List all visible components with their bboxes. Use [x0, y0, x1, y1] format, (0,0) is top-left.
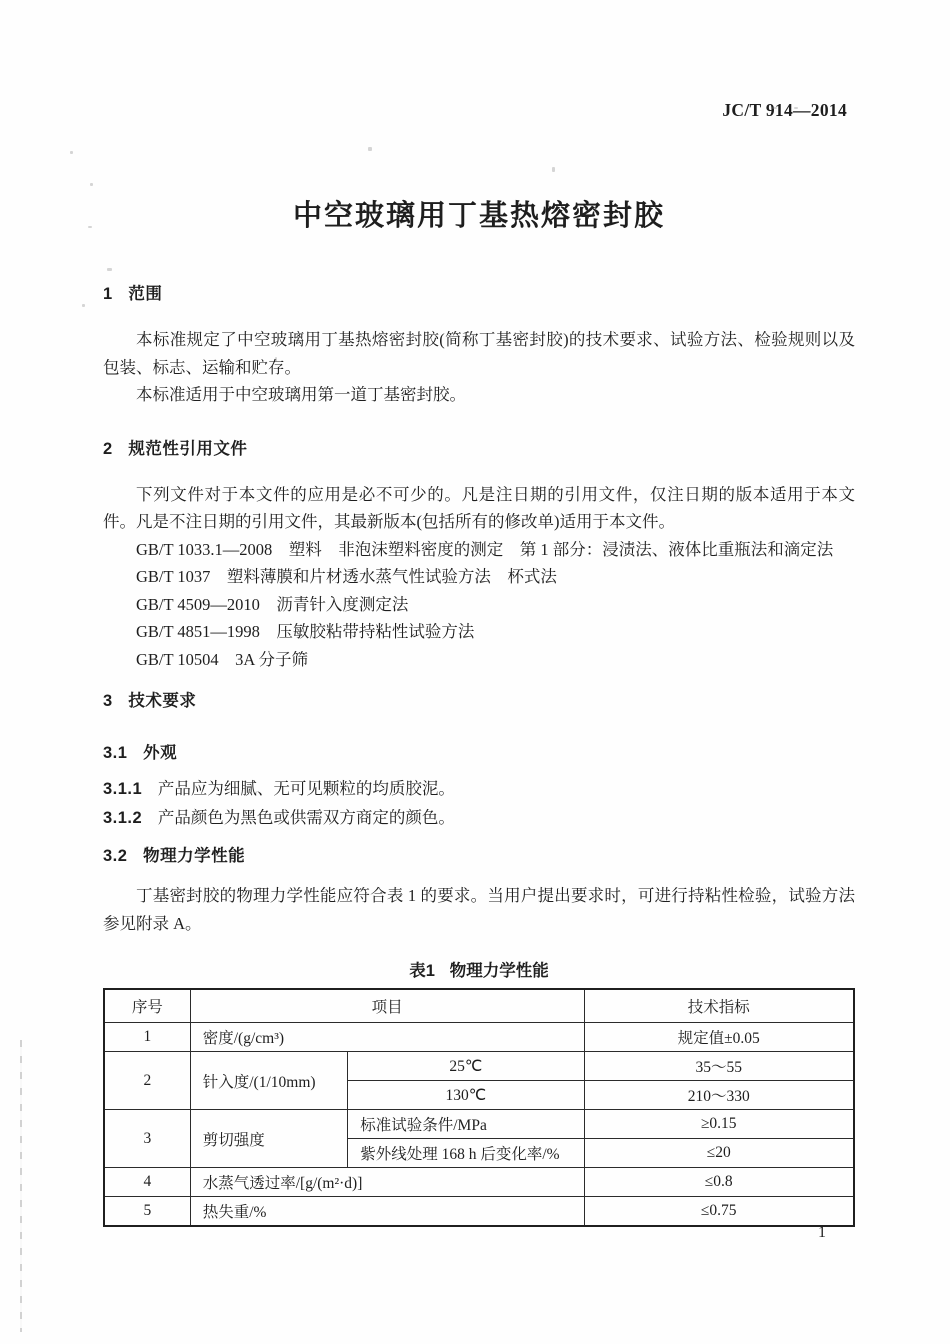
section-3-2-heading [103, 842, 855, 866]
standard-code: JC/T 914—2014 [722, 100, 847, 120]
row-3-spec-1: ≥0.15 [584, 1110, 854, 1139]
row-2-condition-2: 130℃ [348, 1081, 584, 1110]
row-4-seq: 4 [104, 1168, 190, 1197]
clause-3-1-1-number: 3.1.1 [103, 780, 143, 799]
section-1-heading [103, 280, 855, 304]
section-3-2-title: 物理力学性能 [143, 847, 246, 866]
row-4-item: 水蒸气透过率/[g/(m²·d)] [190, 1168, 584, 1197]
section-3-title: 技术要求 [128, 692, 197, 711]
scan-speck [90, 183, 93, 186]
clause-3-1-1-text: 产品应为细腻、无可见颗粒的均质胶泥。 [157, 779, 455, 799]
scan-speck [82, 304, 85, 307]
scan-speck [70, 151, 73, 154]
reference-item: GB/T 4509—2010 沥青针入度测定法 [136, 594, 409, 614]
row-5-seq: 5 [104, 1197, 190, 1227]
document-title: 中空玻璃用丁基热熔密封胶 [292, 200, 665, 232]
clause-3-1-2-number: 3.1.2 [103, 808, 143, 827]
page-number: 1 [818, 1224, 826, 1241]
row-2-condition-1: 25℃ [348, 1052, 584, 1081]
table-row [104, 1023, 854, 1052]
scan-speck [368, 147, 372, 151]
row-3-condition-2: 紫外线处理 168 h 后变化率/% [348, 1139, 584, 1168]
row-5-spec: ≤0.75 [584, 1197, 854, 1227]
section-2-title: 规范性引用文件 [128, 439, 248, 458]
table-row [104, 1110, 854, 1139]
section-3-1-title: 外观 [143, 744, 178, 763]
row-5-item: 热失重/% [190, 1197, 584, 1227]
reference-item: GB/T 1037 塑料薄膜和片材透水蒸气性试验方法 杯式法 [136, 567, 557, 587]
section-3-number: 3 [103, 692, 113, 711]
scan-speck [107, 268, 112, 271]
scan-speck [88, 226, 92, 228]
table-header-row [104, 989, 854, 1023]
row-2-seq: 2 [104, 1052, 190, 1110]
column-header-seq: 序号 [104, 989, 190, 1023]
clause-3-1-2-text: 产品颜色为黑色或供需双方商定的颜色。 [157, 807, 455, 827]
section-1-paragraph-2: 本标准适用于中空玻璃用第一道丁基密封胶。 [136, 385, 466, 404]
row-1-item: 密度/(g/cm³) [190, 1023, 584, 1052]
row-3-spec-2: ≤20 [584, 1139, 854, 1168]
scan-speck [794, 107, 798, 109]
table-1-caption [103, 957, 855, 981]
scan-artifact-line [20, 1040, 22, 1332]
section-3-1-number: 3.1 [103, 744, 128, 763]
section-3-2-number: 3.2 [103, 847, 128, 866]
row-3-item: 剪切强度 [190, 1110, 348, 1168]
section-2-heading [103, 435, 855, 459]
reference-item: GB/T 4851—1998 压敏胶粘带持粘性试验方法 [136, 622, 475, 642]
row-3-seq: 3 [104, 1110, 190, 1168]
column-header-spec: 技术指标 [584, 989, 854, 1023]
table-row [104, 1052, 854, 1081]
row-2-spec-2: 210～330 [584, 1081, 854, 1110]
reference-item: GB/T 1033.1—2008 塑料 非泡沫塑料密度的测定 第 1 部分：浸渍法、液体比重瓶法和滴定法 [136, 539, 834, 559]
table-1-caption-text: 物理力学性能 [449, 962, 549, 981]
section-3-2-paragraph: 丁基密封胶的物理力学性能应符合表 1 的要求。当用户提出要求时，可进行持粘性检验，试验方法参见附录 A。 [103, 886, 855, 933]
row-4-spec: ≤0.8 [584, 1168, 854, 1197]
section-1-title: 范围 [128, 285, 163, 303]
table-1-caption-label: 表1 [409, 962, 435, 981]
section-2-paragraph-1: 下列文件对于本文件的应用是必不可少的。凡是注日期的引用文件，仅注日期的版本适用于本文件。凡是不注日期的引用文件，其最新版本(包括所有的修改单)适用于本文件。 [103, 484, 855, 531]
table-1-physical-properties [103, 988, 855, 1227]
row-2-item: 针入度/(1/10mm) [190, 1052, 348, 1110]
row-1-seq: 1 [104, 1023, 190, 1052]
row-3-condition-1: 标准试验条件/MPa [348, 1110, 584, 1139]
scan-speck [275, 357, 277, 362]
section-3-1-heading [103, 739, 855, 763]
row-2-spec-1: 35～55 [584, 1052, 854, 1081]
scan-speck [552, 167, 555, 172]
normative-references-list [103, 536, 855, 674]
section-1-paragraph-1: 本标准规定了中空玻璃用丁基热熔密封胶(简称丁基密封胶)的技术要求、试验方法、检验规则以及包装、标志、运输和贮存。 [103, 330, 855, 377]
scan-speck [772, 107, 777, 109]
reference-item: GB/T 10504 3A 分子筛 [136, 649, 309, 669]
section-3-heading [103, 687, 855, 711]
column-header-item: 项目 [190, 989, 584, 1023]
clause-3-1-2 [103, 804, 855, 833]
section-1-number: 1 [103, 285, 113, 303]
clause-3-1-1 [103, 775, 855, 804]
section-2-number: 2 [103, 439, 113, 458]
table-row [104, 1168, 854, 1197]
table-row [104, 1197, 854, 1227]
row-1-spec: 规定值±0.05 [584, 1023, 854, 1052]
